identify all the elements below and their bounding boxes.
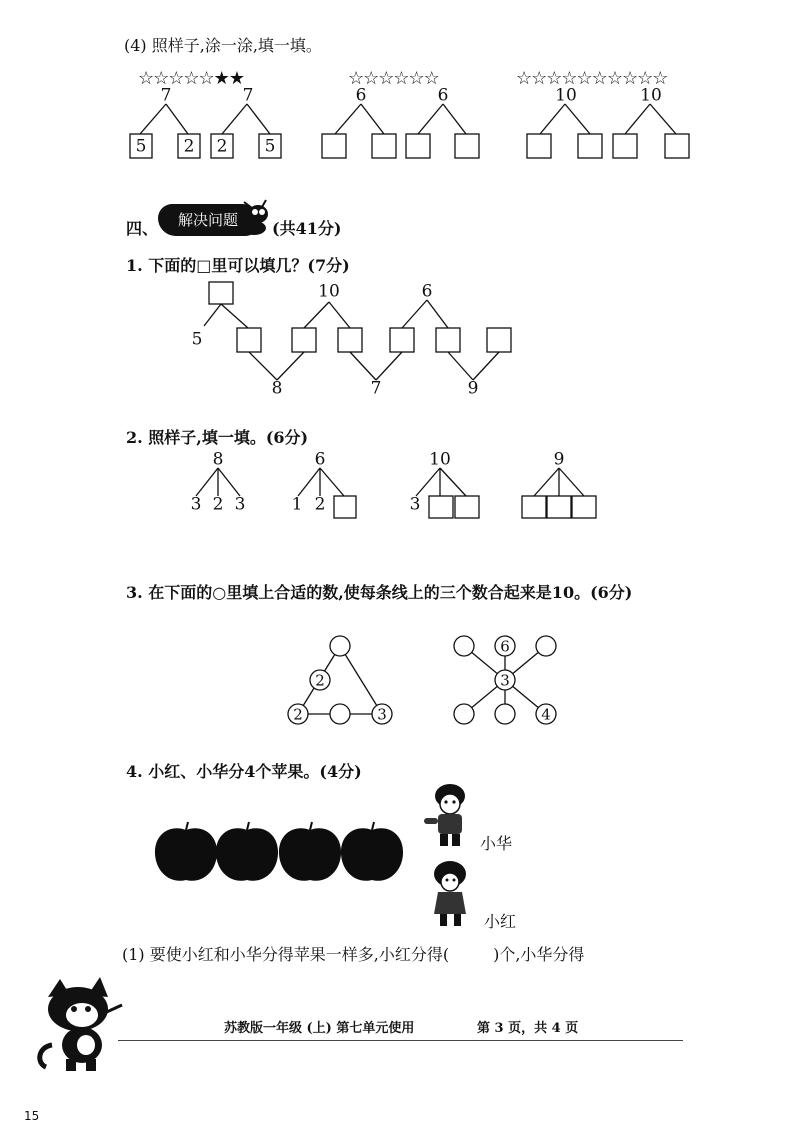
- boy-figure-icon: [418, 780, 478, 850]
- stars-row-2: ☆☆☆☆☆☆: [348, 68, 439, 89]
- three-way-split-trees: [0, 450, 800, 530]
- apples-illustration: [150, 820, 420, 890]
- tree-top: 10: [429, 449, 451, 470]
- chain-number: 9: [467, 378, 479, 399]
- subquestion-1: [122, 947, 584, 963]
- tree-top: 10: [640, 85, 662, 106]
- number-chain-diagram: [0, 270, 800, 410]
- question-2-title: 2. 照样子,填一填。(6分): [126, 428, 309, 447]
- circle-value[interactable]: 3: [377, 705, 387, 724]
- chain-number: 8: [271, 378, 283, 399]
- circle-puzzles: [0, 620, 800, 740]
- question-1-title: 1. 下面的□里可以填几？(7分): [126, 256, 350, 275]
- name-label: 小红: [484, 912, 517, 931]
- chain-number: 5: [191, 329, 203, 350]
- tree-leaf: 3: [234, 494, 246, 515]
- page-number: 15: [24, 1109, 40, 1123]
- tree-top: 9: [553, 449, 565, 470]
- circle-value[interactable]: 4: [541, 705, 551, 724]
- tree-top: 6: [437, 85, 449, 106]
- tree-top: 7: [160, 85, 172, 106]
- circle-value[interactable]: 3: [500, 671, 510, 690]
- section-points: (共41分): [272, 219, 342, 238]
- footer-text: 苏教版一年级 (上) 第七单元使用: [224, 1021, 415, 1036]
- section-badge: 解决问题: [158, 204, 258, 236]
- answer-box[interactable]: 5: [264, 136, 276, 157]
- section-number: 四、: [126, 219, 159, 238]
- name-label: 小华: [480, 834, 513, 853]
- answer-box[interactable]: 2: [183, 136, 195, 157]
- split-trees-q4: [0, 0, 800, 180]
- subquestion-1-text-a: (1) 要使小红和小华分得苹果一样多,小红分得(: [122, 945, 450, 964]
- tree-leaf: 3: [409, 494, 421, 515]
- footer-divider: [118, 1040, 683, 1041]
- answer-box[interactable]: 5: [135, 136, 147, 157]
- circle-value[interactable]: 2: [315, 671, 325, 690]
- tree-top: 8: [212, 449, 224, 470]
- cat-mascot-icon: [30, 975, 130, 1075]
- question-4-title: 4. 小红、小华分4个苹果。(4分): [126, 762, 362, 781]
- tree-top: 10: [555, 85, 577, 106]
- tree-top: 6: [355, 85, 367, 106]
- subquestion-1-text-b: )个,小华分得: [493, 945, 585, 964]
- circle-value[interactable]: 2: [293, 705, 303, 724]
- tree-top: 6: [314, 449, 326, 470]
- chain-number: 6: [421, 281, 433, 302]
- chain-number: 7: [370, 378, 382, 399]
- tree-leaf: 3: [190, 494, 202, 515]
- question-3-title: 3. 在下面的○里填上合适的数,使每条线上的三个数合起来是10。(6分): [126, 583, 633, 602]
- tree-top: 7: [242, 85, 254, 106]
- footer-page: 第 3 页，共 4 页: [477, 1021, 579, 1036]
- stars-row-3: ☆☆☆☆☆☆☆☆☆☆: [516, 68, 668, 89]
- subquestion-title: (4) 照样子,涂一涂,填一填。: [124, 36, 322, 55]
- tree-leaf: 2: [314, 494, 326, 515]
- chain-number: 10: [318, 281, 340, 302]
- tree-leaf: 1: [291, 494, 303, 515]
- bug-mascot-icon: [236, 196, 276, 240]
- tree-leaf: 2: [212, 494, 224, 515]
- girl-figure-icon: [422, 858, 482, 930]
- answer-box[interactable]: 2: [216, 136, 228, 157]
- stars-row-1: ☆☆☆☆☆★★: [138, 68, 244, 89]
- circle-value[interactable]: 6: [500, 637, 510, 656]
